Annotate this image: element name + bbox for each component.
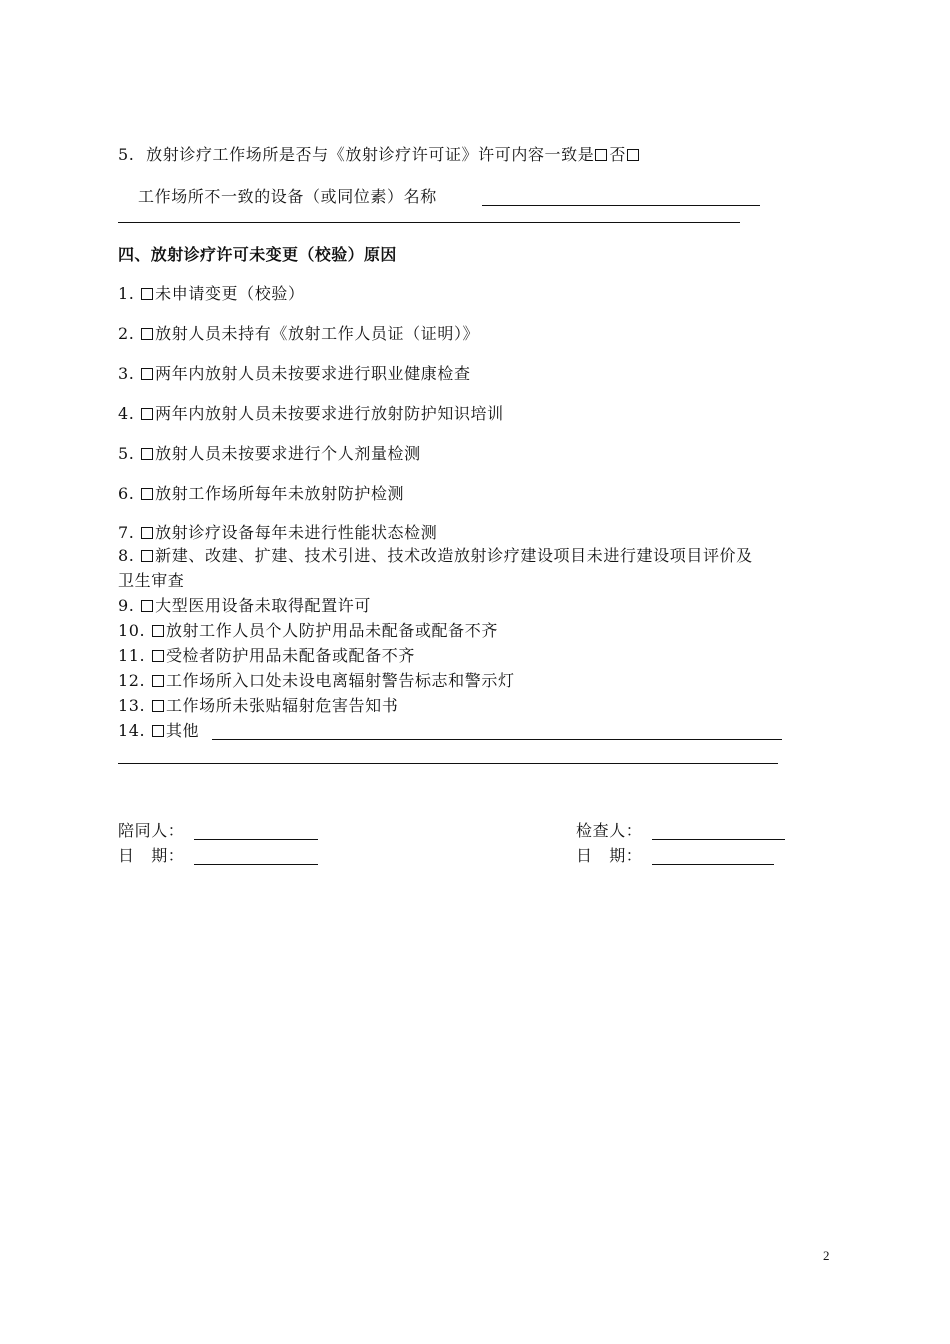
date-field-left[interactable] <box>194 864 318 865</box>
reason-item-6 <box>118 484 404 504</box>
item-text: 工作场所入口处未设电离辐射警告标志和警示灯 <box>165 671 515 690</box>
item-number: 7. <box>118 523 135 542</box>
item-number: 12. <box>118 671 146 690</box>
page-number: 2 <box>823 1248 830 1263</box>
other-reason-field-line2[interactable] <box>118 763 778 764</box>
item-text: 放射人员未持有《放射工作人员证（证明）》 <box>155 324 480 343</box>
reason-item-3 <box>118 364 471 384</box>
reason-checkbox[interactable] <box>141 288 153 300</box>
date-label-left: 日 期： <box>118 846 185 865</box>
reason-checkbox[interactable] <box>152 650 164 662</box>
item-text: 两年内放射人员未按要求进行职业健康检查 <box>155 364 471 383</box>
mismatch-equipment-label: 工作场所不一致的设备（或同位素）名称 <box>138 187 437 206</box>
reason-item-7 <box>118 523 437 543</box>
item-text: 放射诊疗设备每年未进行性能状态检测 <box>155 523 438 542</box>
date-label-right: 日 期： <box>576 846 643 865</box>
reason-checkbox[interactable] <box>152 675 164 687</box>
item-number: 1. <box>118 284 135 303</box>
item-text: 两年内放射人员未按要求进行放射防护知识培训 <box>155 404 504 423</box>
item-number: 11. <box>118 646 146 665</box>
item-text: 放射工作人员个人防护用品未配备或配备不齐 <box>165 621 498 640</box>
reason-item-10 <box>118 621 498 641</box>
item-number: 5. <box>118 444 135 463</box>
reason-item-9 <box>118 596 371 616</box>
reason-checkbox[interactable] <box>141 448 153 460</box>
item-number: 14. <box>118 721 146 740</box>
item-text: 其他 <box>165 721 200 740</box>
reason-checkbox[interactable] <box>152 625 164 637</box>
yes-checkbox[interactable] <box>595 149 607 161</box>
item-text: 受检者防护用品未配备或配备不齐 <box>165 646 415 665</box>
reason-checkbox[interactable] <box>141 408 153 420</box>
item-text: 大型医用设备未取得配置许可 <box>155 596 371 615</box>
reason-item-14 <box>118 721 199 741</box>
other-reason-field[interactable] <box>212 739 782 740</box>
reason-checkbox[interactable] <box>141 550 153 562</box>
reason-checkbox[interactable] <box>152 700 164 712</box>
reason-checkbox[interactable] <box>141 527 153 539</box>
reason-item-8-continued: 卫生审查 <box>118 571 185 590</box>
item-number: 13. <box>118 696 146 715</box>
reason-checkbox[interactable] <box>152 725 164 737</box>
date-field-right[interactable] <box>652 864 774 865</box>
item-text: 放射诊疗工作场所是否与《放射诊疗许可证》许可内容一致 <box>146 145 578 164</box>
companion-label: 陪同人： <box>118 821 185 840</box>
reason-item-1 <box>118 284 305 304</box>
reason-item-4 <box>118 404 504 424</box>
reason-item-12 <box>118 671 515 691</box>
reason-checkbox[interactable] <box>141 488 153 500</box>
item-text: 工作场所未张贴辐射危害告知书 <box>165 696 399 715</box>
item-number: 9. <box>118 596 135 615</box>
section3-item5 <box>118 145 641 165</box>
reason-item-2 <box>118 324 479 344</box>
inspector-field[interactable] <box>652 839 785 840</box>
item-number: 5. <box>118 145 135 164</box>
reason-item-13 <box>118 696 398 716</box>
no-label: 否 <box>609 145 626 164</box>
item-text: 放射工作场所每年未放射防护检测 <box>155 484 405 503</box>
yes-label: 是 <box>577 145 595 164</box>
item-text: 新建、改建、扩建、技术引进、技术改造放射诊疗建设项目未进行建设项目评价及 <box>155 546 753 565</box>
reason-checkbox[interactable] <box>141 368 153 380</box>
mismatch-equipment-field[interactable] <box>482 205 760 206</box>
reason-checkbox[interactable] <box>141 600 153 612</box>
item-number: 6. <box>118 484 135 503</box>
item-text: 未申请变更（校验） <box>155 284 305 303</box>
item-number: 4. <box>118 404 135 423</box>
inspector-label: 检查人： <box>576 821 643 840</box>
item-number: 3. <box>118 364 135 383</box>
reason-item-8 <box>118 546 753 566</box>
no-checkbox[interactable] <box>627 149 639 161</box>
item-number: 10. <box>118 621 146 640</box>
item-number: 2. <box>118 324 135 343</box>
section4-heading: 四、放射诊疗许可未变更（校验）原因 <box>118 245 397 264</box>
reason-checkbox[interactable] <box>141 328 153 340</box>
companion-field[interactable] <box>194 839 318 840</box>
item-text: 放射人员未按要求进行个人剂量检测 <box>155 444 421 463</box>
mismatch-equipment-field-line2[interactable] <box>118 222 740 223</box>
reason-item-11 <box>118 646 415 666</box>
item-number: 8. <box>118 546 135 565</box>
reason-item-5 <box>118 444 421 464</box>
